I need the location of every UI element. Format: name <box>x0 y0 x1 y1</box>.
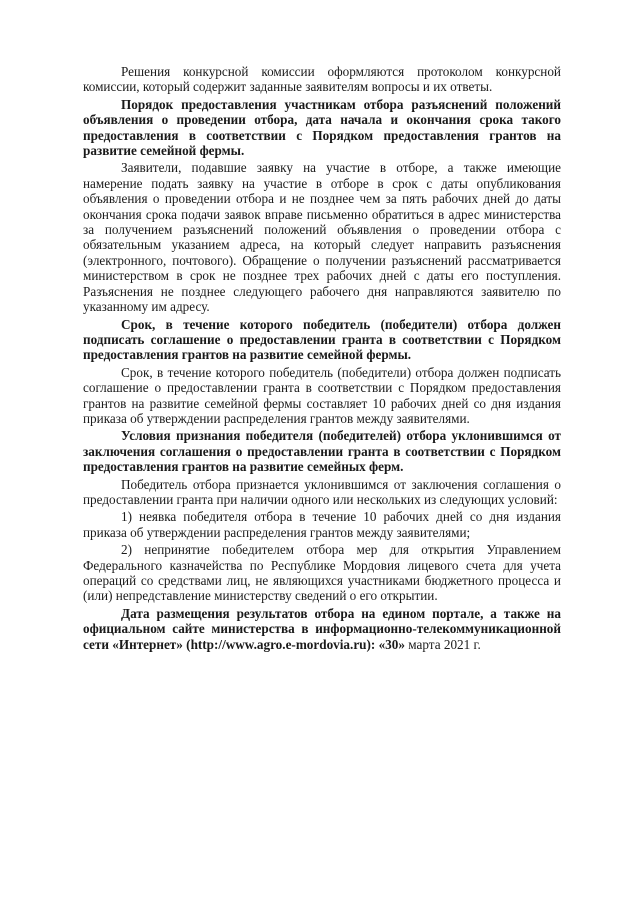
heading-clarifications-procedure: Порядок предоставления участникам отбора разъяснений положений объявления о проведении отбора, дата начала и окончания срока такого предоставления в соответствии с Порядком предоставления грантов на развитие семейной фермы. <box>83 96 561 159</box>
paragraph-agreement-deadline: Срок, в течение которого победитель (победители) отбора должен подписать соглашение о предоставлении гранта в соответствии с Порядком предоставления грантов на развитие семейной фермы составляет 10 рабочих дней со дня издания приказа об утверждении распределения грантов между заявителями. <box>83 364 561 426</box>
paragraph-publication-date <box>83 606 561 652</box>
paragraph-evasion-conditions: Победитель отбора признается уклонившимся от заключения соглашения о предоставлении гранта при наличии одного или нескольких из следующих условий: <box>83 476 561 507</box>
list-item-condition-1: 1) неявка победителя отбора в течение 10 рабочих дней со дня издания приказа об утверждении распределения грантов между заявителями; <box>83 509 561 540</box>
publication-date-value: марта 2021 г. <box>404 636 481 652</box>
publication-date-label: Дата размещения результатов отбора на едином портале, а также на официальном сайте министерства в информационно-телекоммуникационной сети «Интернет» (http://www.agro.e-mordovia.ru): «30» <box>83 605 561 652</box>
heading-agreement-deadline: Срок, в течение которого победитель (победители) отбора должен подписать соглашение о предоставлении гранта в соответствии с Порядком предоставления грантов на развитие семейной фермы. <box>83 316 561 363</box>
list-item-condition-2: 2) непринятие победителем отбора мер для открытия Управлением Федерального казначейства по Республике Мордовия лицевого счета для учета операций со средствами лиц, не являющихся участниками бюджетного процесса и (или) непредставление министерству сведений о его открытии. <box>83 542 561 604</box>
paragraph-clarifications: Заявители, подавшие заявку на участие в отборе, а также имеющие намерение подать заявку на участие в отборе в срок с даты опубликования объявления о проведении отбора и не позднее чем за пять рабочих дней до даты окончания срока подачи заявок вправе письменно обратиться в адрес министерства за получением разъяснений положений объявления о проведении отбора с обязательным указанием адреса, на который следует направить разъяснения (электронного, почтового). Обращение о получении разъяснений рассматривается министерством в срок не позднее трех рабочих дней с даты его поступления. Разъяснения не позднее следующего рабочего дня направляются заявителю по указанному им адресу. <box>83 160 561 315</box>
paragraph-commission-decisions: Решения конкурсной комиссии оформляются протоколом конкурсной комиссии, который содержит заданные заявителям вопросы и их ответы. <box>83 64 561 95</box>
heading-evasion-conditions: Условия признания победителя (победителей) отбора уклонившимся от заключения соглашения о предоставлении гранта в соответствии с Порядком предоставления грантов на развитие семейных ферм. <box>83 428 561 475</box>
document-body <box>83 64 561 652</box>
